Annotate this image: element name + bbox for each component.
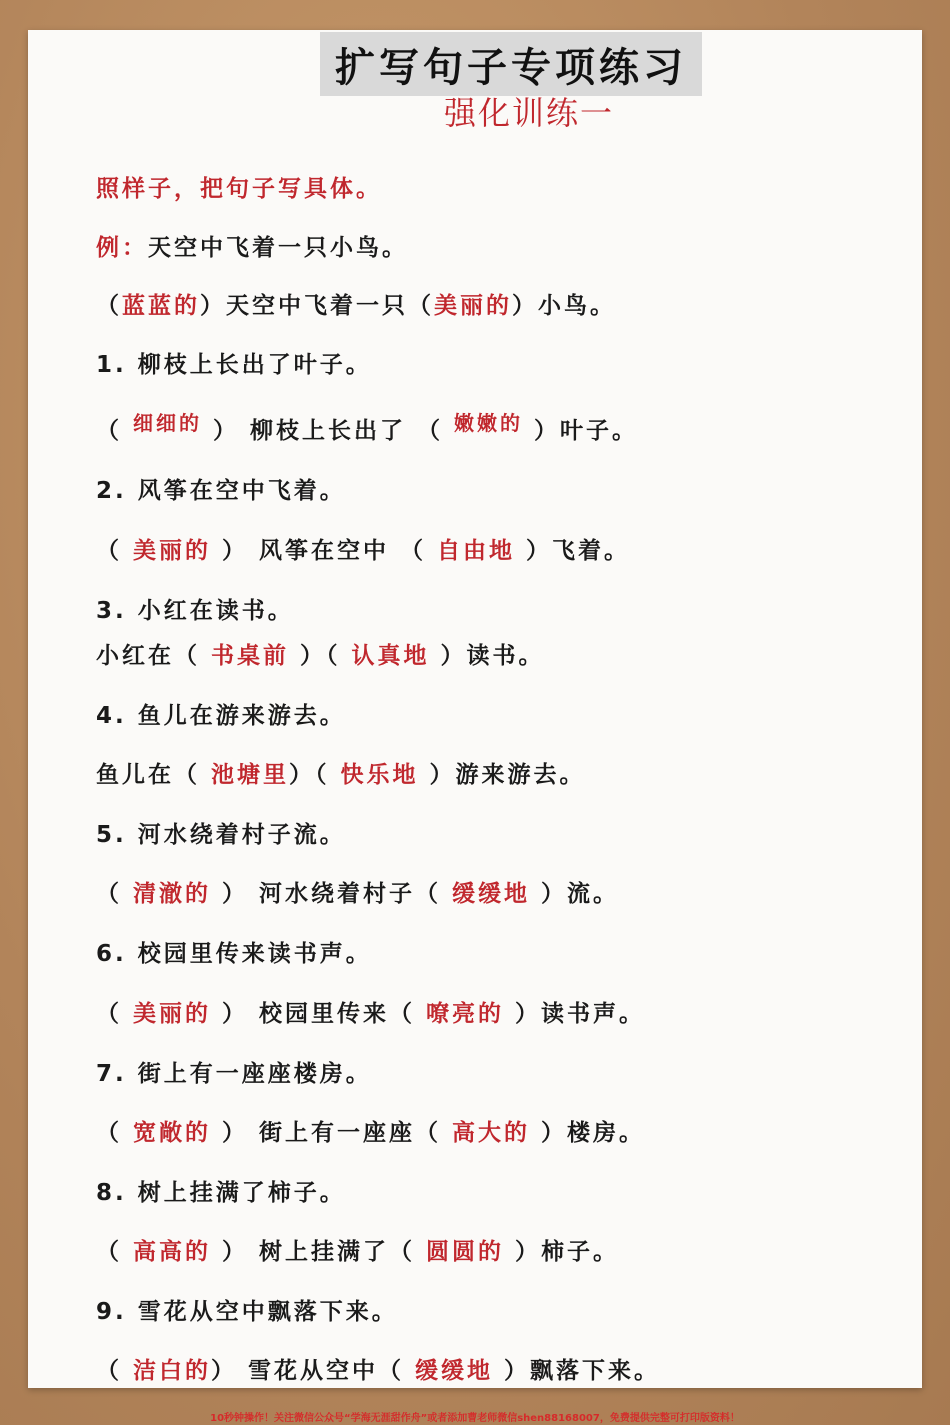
footer-watermark: 10秒钟操作！关注微信公众号“学海无涯甜作舟”或者添加曹老师微信shen88168007，免费提供完整可打印版资料！ xyxy=(210,1413,740,1424)
answer-5a: 清澈的 xyxy=(133,881,212,907)
answer-post: ）楼房。 xyxy=(530,1120,646,1146)
question-9: 9. 雪花从空中飘落下来。 xyxy=(96,1299,398,1325)
answer-pre: （ xyxy=(96,538,134,564)
answer-pre: 小红在（ xyxy=(96,643,212,669)
answer-4a: 池塘里 xyxy=(211,762,290,788)
answer-mid: ） 街上有一座座（ xyxy=(211,1120,453,1146)
answer-3a: 书桌前 xyxy=(211,643,290,669)
answer-mid: ） 雪花从空中（ xyxy=(211,1358,416,1384)
answer-pre: （ xyxy=(96,1120,134,1146)
example-expanded xyxy=(96,287,616,320)
answer-9b: 缓缓地 xyxy=(415,1358,494,1384)
answer-8b: 圆圆的 xyxy=(426,1239,505,1265)
answer-mid: ） 风筝在空中 （ xyxy=(211,538,438,564)
answer-post: ）游来游去。 xyxy=(418,762,586,788)
answer-pre: （ xyxy=(96,1239,134,1265)
example-label: 例： xyxy=(96,235,148,261)
answer-pre: （ xyxy=(96,881,134,907)
question-6: 6. 校园里传来读书声。 xyxy=(96,941,372,967)
answer-post: ）柿子。 xyxy=(504,1239,620,1265)
answer-4b: 快乐地 xyxy=(340,762,419,788)
question-8: 8. 树上挂满了柿子。 xyxy=(96,1180,346,1206)
example-answer-2: 美丽的 xyxy=(434,293,512,319)
answer-pre: （ xyxy=(96,418,134,444)
answer-6a: 美丽的 xyxy=(133,1001,212,1027)
answer-line-5 xyxy=(96,875,619,908)
answer-9a: 洁白的 xyxy=(133,1358,212,1384)
answer-pre: 鱼儿在（ xyxy=(96,762,212,788)
answer-line-3 xyxy=(96,637,545,670)
question-1: 1. 柳枝上长出了叶子。 xyxy=(96,352,372,378)
question-2: 2. 风筝在空中飞着。 xyxy=(96,478,346,504)
page-subtitle: 强化训练一 xyxy=(444,94,615,132)
answer-post: ）飘落下来。 xyxy=(493,1358,661,1384)
page-title: 扩写句子专项练习 xyxy=(335,44,687,91)
answer-pre: （ xyxy=(96,1358,134,1384)
example-sentence: 天空中飞着一只小鸟。 xyxy=(148,235,408,261)
answer-line-1 xyxy=(96,412,638,445)
answer-1a: 细细的 xyxy=(133,411,203,435)
answer-post: ）叶子。 xyxy=(523,418,639,444)
answer-line-6 xyxy=(96,995,645,1028)
answer-line-9 xyxy=(96,1352,660,1385)
example-middle: ）天空中飞着一只（ xyxy=(200,293,434,319)
answer-line-2 xyxy=(96,532,630,565)
answer-2b: 自由地 xyxy=(437,538,516,564)
question-4: 4. 鱼儿在游来游去。 xyxy=(96,703,346,729)
answer-5b: 缓缓地 xyxy=(452,881,531,907)
answer-3b: 认真地 xyxy=(351,643,430,669)
answer-8a: 高高的 xyxy=(133,1239,212,1265)
question-3: 3. 小红在读书。 xyxy=(96,598,294,624)
example-answer-1: 蓝蓝的 xyxy=(122,293,200,319)
answer-mid: ） 校园里传来（ xyxy=(211,1001,427,1027)
instruction: 照样子，把句子写具体。 xyxy=(96,176,382,202)
answer-7a: 宽敞的 xyxy=(133,1120,212,1146)
answer-mid: ）（ xyxy=(289,762,341,788)
answer-mid: ）（ xyxy=(289,643,352,669)
question-5: 5. 河水绕着村子流。 xyxy=(96,822,346,848)
answer-pre: （ xyxy=(96,1001,134,1027)
answer-post: ）飞着。 xyxy=(515,538,631,564)
answer-line-8 xyxy=(96,1233,619,1266)
example-line xyxy=(96,229,408,262)
answer-1b: 嫩嫩的 xyxy=(454,411,524,435)
answer-post: ）读书。 xyxy=(429,643,545,669)
answer-7b: 高大的 xyxy=(452,1120,531,1146)
answer-mid: ） 河水绕着村子（ xyxy=(211,881,453,907)
question-7: 7. 街上有一座座楼房。 xyxy=(96,1061,372,1087)
answer-line-4 xyxy=(96,756,586,789)
answer-post: ）流。 xyxy=(530,881,620,907)
answer-post: ）读书声。 xyxy=(504,1001,646,1027)
answer-2a: 美丽的 xyxy=(133,538,212,564)
answer-line-7 xyxy=(96,1114,645,1147)
answer-mid: ） 柳枝上长出了 （ xyxy=(202,418,455,444)
answer-6b: 嘹亮的 xyxy=(426,1001,505,1027)
paren: （ xyxy=(96,293,122,319)
answer-mid: ） 树上挂满了（ xyxy=(211,1239,427,1265)
example-end: ）小鸟。 xyxy=(512,293,616,319)
